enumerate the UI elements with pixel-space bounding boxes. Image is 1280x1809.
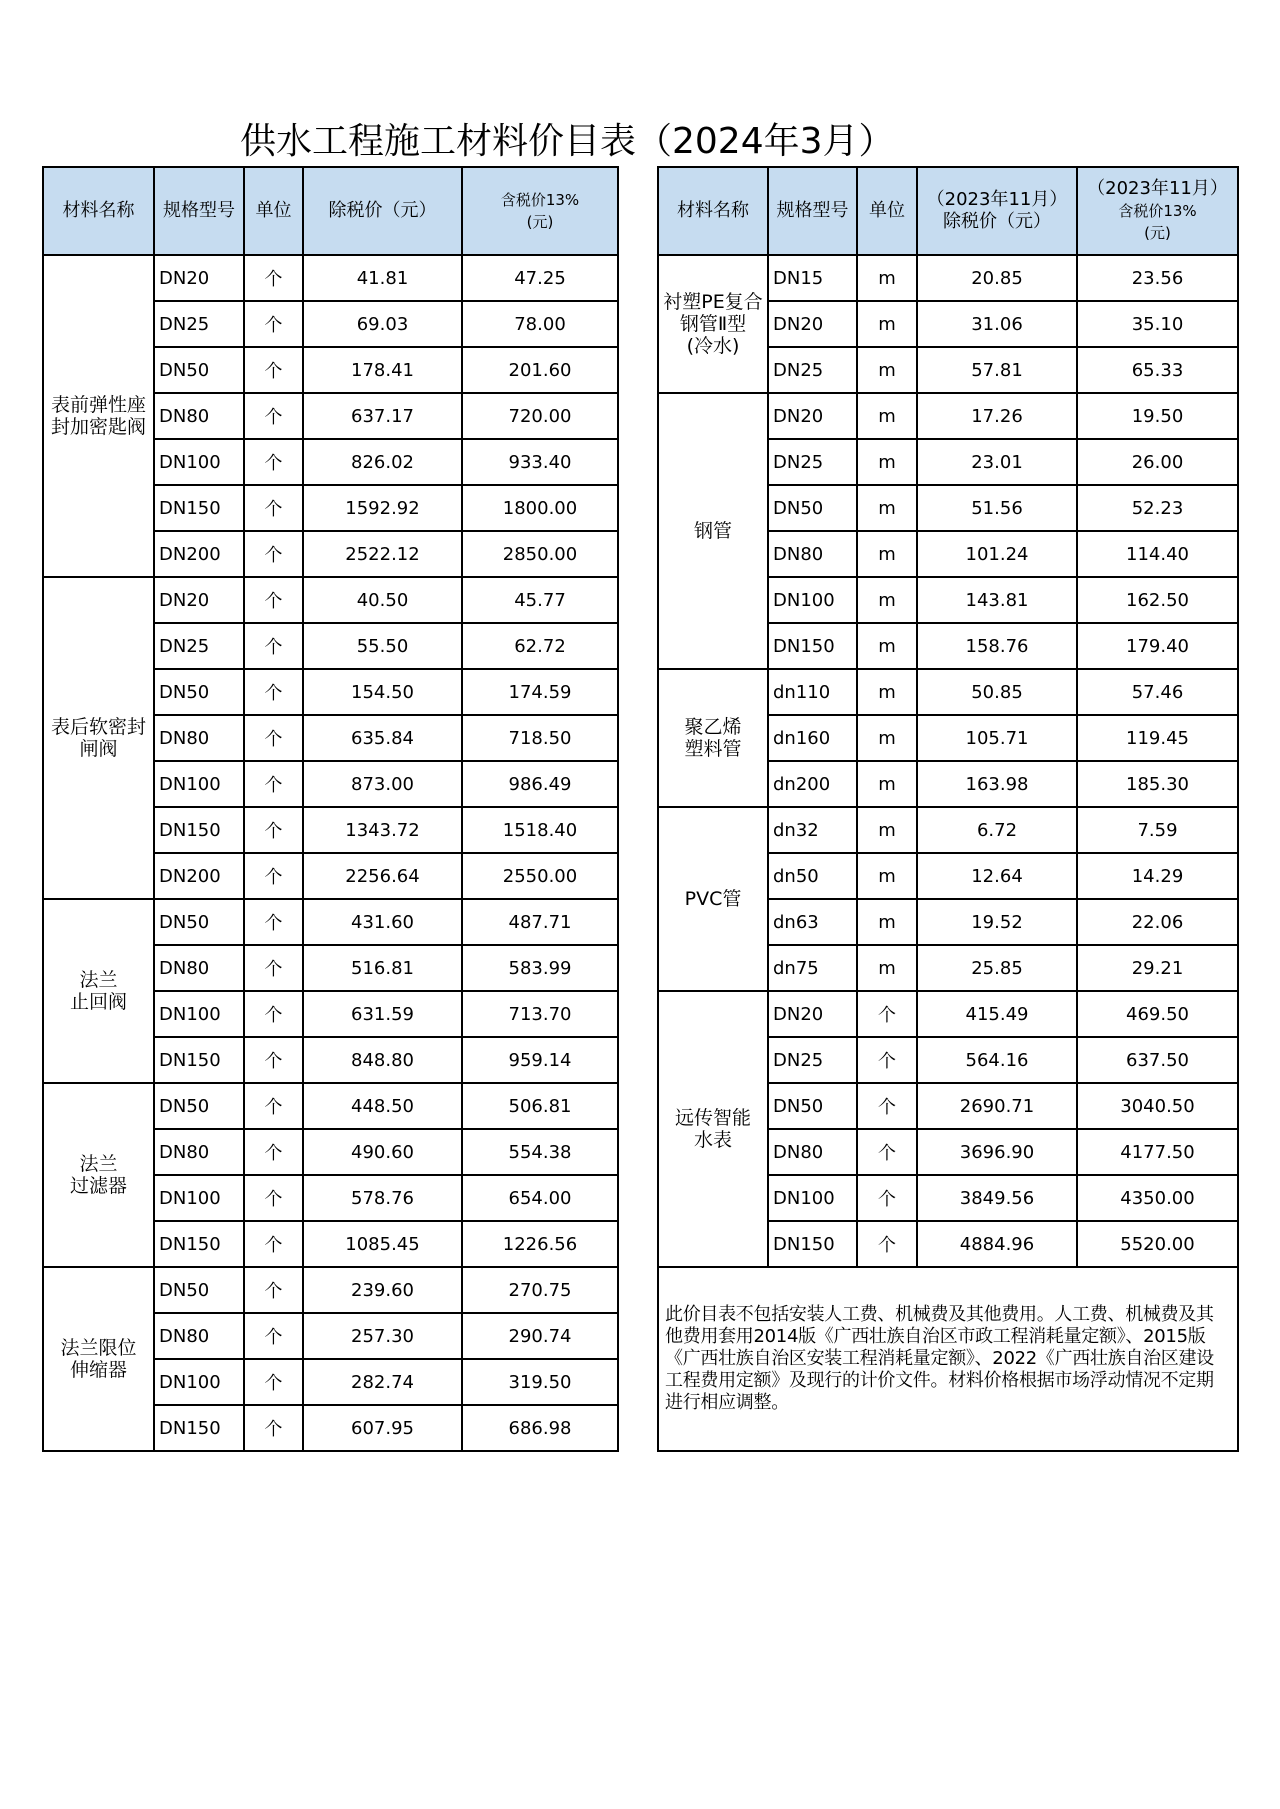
spec-cell: DN20: [768, 991, 857, 1037]
header-unit: 单位: [857, 167, 917, 255]
unit-cell: m: [857, 669, 917, 715]
price-ex-tax-cell: 448.50: [303, 1083, 462, 1129]
spec-cell: DN150: [768, 623, 857, 669]
unit-cell: m: [857, 301, 917, 347]
header-price-inc-tax: [1077, 167, 1238, 255]
price-inc-tax-cell: 65.33: [1077, 347, 1238, 393]
material-name-line: 封加密匙阀: [50, 416, 146, 438]
spec-cell: dn75: [768, 945, 857, 991]
material-name-line: 止回阀: [69, 991, 127, 1013]
price-ex-tax-cell: 3696.90: [917, 1129, 1077, 1175]
spec-cell: DN80: [154, 715, 244, 761]
price-inc-tax-cell: 686.98: [462, 1405, 618, 1451]
unit-cell: m: [857, 485, 917, 531]
price-inc-tax-cell: 637.50: [1077, 1037, 1238, 1083]
price-ex-tax-cell: 415.49: [917, 991, 1077, 1037]
price-inc-tax-cell: 45.77: [462, 577, 618, 623]
material-name-cell: [658, 807, 768, 991]
material-name-cell: [658, 669, 768, 807]
spec-cell: DN150: [154, 1037, 244, 1083]
spec-cell: DN200: [154, 531, 244, 577]
spec-cell: DN25: [154, 301, 244, 347]
unit-cell: 个: [857, 1083, 917, 1129]
spec-cell: DN20: [154, 255, 244, 301]
unit-cell: 个: [244, 807, 303, 853]
table-row: [43, 899, 618, 945]
price-ex-tax-cell: 431.60: [303, 899, 462, 945]
price-ex-tax-cell: 1085.45: [303, 1221, 462, 1267]
price-inc-tax-cell: 5520.00: [1077, 1221, 1238, 1267]
material-name-line: 衬塑PE复合: [663, 291, 763, 313]
price-inc-tax-cell: 179.40: [1077, 623, 1238, 669]
unit-cell: m: [857, 853, 917, 899]
price-ex-tax-cell: 55.50: [303, 623, 462, 669]
material-name-line: 伸缩器: [69, 1359, 127, 1381]
header-price-ex-tax-line1: （2023年11月）: [926, 189, 1068, 210]
price-ex-tax-cell: 6.72: [917, 807, 1077, 853]
material-name-line: 法兰: [79, 969, 118, 991]
material-name-line: 表前弹性座: [50, 394, 146, 416]
spec-cell: DN200: [154, 853, 244, 899]
material-name-line: 聚乙烯: [684, 716, 742, 738]
note-text: 此价目表不包括安装人工费、机械费及其他费用。人工费、机械费及其他费用套用2014版《广西壮族自治区市政工程消耗量定额》、2015版《广西壮族自治区安装工程消耗量定额》、2022《广西壮族自治区建设工程费用定额》及现行的计价文件。材料价格根据市场浮动情况不定期进行相应调整。: [658, 1267, 1238, 1451]
price-inc-tax-cell: 114.40: [1077, 531, 1238, 577]
unit-cell: m: [857, 439, 917, 485]
header-material: 材料名称: [43, 167, 154, 255]
material-name-line: 远传智能: [674, 1107, 751, 1129]
spec-cell: DN25: [154, 623, 244, 669]
spec-cell: DN100: [154, 991, 244, 1037]
header-price-inc-tax-line2: 含税价13%: [1118, 202, 1197, 220]
price-inc-tax-cell: 3040.50: [1077, 1083, 1238, 1129]
material-name-line: 塑料管: [684, 738, 742, 760]
price-inc-tax-cell: 29.21: [1077, 945, 1238, 991]
unit-cell: 个: [244, 393, 303, 439]
spec-cell: DN150: [154, 485, 244, 531]
price-ex-tax-cell: 163.98: [917, 761, 1077, 807]
price-ex-tax-cell: 12.64: [917, 853, 1077, 899]
unit-cell: 个: [244, 991, 303, 1037]
unit-cell: 个: [244, 1083, 303, 1129]
unit-cell: m: [857, 255, 917, 301]
header-price-inc-tax-line3: (元): [1144, 224, 1171, 242]
price-ex-tax-cell: 1343.72: [303, 807, 462, 853]
spec-cell: DN80: [154, 1313, 244, 1359]
unit-cell: 个: [244, 1129, 303, 1175]
price-inc-tax-cell: 119.45: [1077, 715, 1238, 761]
spec-cell: DN25: [768, 439, 857, 485]
unit-cell: 个: [244, 347, 303, 393]
price-ex-tax-cell: 564.16: [917, 1037, 1077, 1083]
unit-cell: 个: [244, 899, 303, 945]
price-inc-tax-cell: 319.50: [462, 1359, 618, 1405]
spec-cell: DN80: [154, 945, 244, 991]
unit-cell: 个: [244, 1037, 303, 1083]
header-price-inc-tax-line2: (元): [526, 213, 554, 231]
table-row: [43, 577, 618, 623]
price-inc-tax-cell: 290.74: [462, 1313, 618, 1359]
material-name-line: (冷水): [686, 335, 740, 357]
price-inc-tax-cell: 959.14: [462, 1037, 618, 1083]
price-table-right: [657, 166, 1239, 1452]
price-inc-tax-cell: 506.81: [462, 1083, 618, 1129]
unit-cell: 个: [244, 1267, 303, 1313]
price-inc-tax-cell: 4177.50: [1077, 1129, 1238, 1175]
unit-cell: 个: [244, 485, 303, 531]
price-ex-tax-cell: 178.41: [303, 347, 462, 393]
price-ex-tax-cell: 4884.96: [917, 1221, 1077, 1267]
header-row: [43, 167, 618, 255]
unit-cell: 个: [244, 1405, 303, 1451]
price-inc-tax-cell: 4350.00: [1077, 1175, 1238, 1221]
unit-cell: m: [857, 347, 917, 393]
price-ex-tax-cell: 105.71: [917, 715, 1077, 761]
price-inc-tax-cell: 185.30: [1077, 761, 1238, 807]
unit-cell: m: [857, 899, 917, 945]
unit-cell: 个: [857, 1129, 917, 1175]
price-inc-tax-cell: 62.72: [462, 623, 618, 669]
unit-cell: m: [857, 807, 917, 853]
table-row: [658, 991, 1238, 1037]
price-inc-tax-cell: 1518.40: [462, 807, 618, 853]
price-ex-tax-cell: 2522.12: [303, 531, 462, 577]
unit-cell: 个: [244, 255, 303, 301]
unit-cell: 个: [244, 623, 303, 669]
spec-cell: DN50: [154, 899, 244, 945]
price-ex-tax-cell: 154.50: [303, 669, 462, 715]
unit-cell: 个: [244, 531, 303, 577]
spec-cell: DN50: [768, 485, 857, 531]
price-inc-tax-cell: 718.50: [462, 715, 618, 761]
unit-cell: m: [857, 393, 917, 439]
unit-cell: 个: [244, 439, 303, 485]
spec-cell: DN50: [154, 1083, 244, 1129]
unit-cell: m: [857, 623, 917, 669]
price-inc-tax-cell: 23.56: [1077, 255, 1238, 301]
price-inc-tax-cell: 14.29: [1077, 853, 1238, 899]
table-row: [658, 393, 1238, 439]
price-inc-tax-cell: 162.50: [1077, 577, 1238, 623]
price-ex-tax-cell: 19.52: [917, 899, 1077, 945]
table-row: [658, 807, 1238, 853]
spec-cell: DN50: [154, 669, 244, 715]
price-inc-tax-cell: 7.59: [1077, 807, 1238, 853]
unit-cell: 个: [244, 301, 303, 347]
price-ex-tax-cell: 2690.71: [917, 1083, 1077, 1129]
material-name-line: 法兰限位: [60, 1337, 137, 1359]
material-name-line: 表后软密封: [50, 716, 146, 738]
table-row: [43, 255, 618, 301]
header-unit: 单位: [244, 167, 303, 255]
price-ex-tax-cell: 239.60: [303, 1267, 462, 1313]
price-ex-tax-cell: 635.84: [303, 715, 462, 761]
table-row: [658, 255, 1238, 301]
price-ex-tax-cell: 3849.56: [917, 1175, 1077, 1221]
price-inc-tax-cell: 1226.56: [462, 1221, 618, 1267]
material-name-cell: [658, 991, 768, 1267]
price-ex-tax-cell: 41.81: [303, 255, 462, 301]
price-ex-tax-cell: 101.24: [917, 531, 1077, 577]
price-inc-tax-cell: 469.50: [1077, 991, 1238, 1037]
price-inc-tax-cell: 583.99: [462, 945, 618, 991]
price-ex-tax-cell: 607.95: [303, 1405, 462, 1451]
spec-cell: DN50: [154, 347, 244, 393]
unit-cell: m: [857, 761, 917, 807]
unit-cell: 个: [244, 1221, 303, 1267]
header-price-inc-tax-line1: （2023年11月）: [1087, 178, 1228, 199]
material-name-line: 过滤器: [69, 1175, 127, 1197]
header-spec: 规格型号: [154, 167, 244, 255]
price-ex-tax-cell: 578.76: [303, 1175, 462, 1221]
spec-cell: DN100: [768, 1175, 857, 1221]
price-inc-tax-cell: 22.06: [1077, 899, 1238, 945]
price-inc-tax-cell: 554.38: [462, 1129, 618, 1175]
price-inc-tax-cell: 78.00: [462, 301, 618, 347]
unit-cell: 个: [857, 1221, 917, 1267]
material-name-cell: [43, 899, 154, 1083]
price-ex-tax-cell: 631.59: [303, 991, 462, 1037]
spec-cell: DN50: [154, 1267, 244, 1313]
header-row: [658, 167, 1238, 255]
unit-cell: m: [857, 531, 917, 577]
table-row: [43, 1083, 618, 1129]
unit-cell: 个: [244, 715, 303, 761]
spec-cell: DN25: [768, 347, 857, 393]
spec-cell: DN150: [154, 1405, 244, 1451]
header-price-inc-tax: [462, 167, 618, 255]
price-ex-tax-cell: 158.76: [917, 623, 1077, 669]
material-name-line: 钢管Ⅱ型: [679, 313, 747, 335]
spec-cell: DN150: [154, 807, 244, 853]
price-inc-tax-cell: 487.71: [462, 899, 618, 945]
header-price-ex-tax: 除税价（元）: [303, 167, 462, 255]
unit-cell: 个: [244, 1359, 303, 1405]
spec-cell: DN20: [154, 577, 244, 623]
price-inc-tax-cell: 986.49: [462, 761, 618, 807]
material-name-cell: [658, 393, 768, 669]
header-spec: 规格型号: [768, 167, 857, 255]
price-ex-tax-cell: 40.50: [303, 577, 462, 623]
note-row: [658, 1267, 1238, 1451]
header-price-inc-tax-line1: 含税价13%: [500, 191, 580, 209]
spec-cell: DN80: [154, 1129, 244, 1175]
price-inc-tax-cell: 1800.00: [462, 485, 618, 531]
unit-cell: m: [857, 577, 917, 623]
material-name-line: 法兰: [79, 1153, 118, 1175]
spec-cell: DN25: [768, 1037, 857, 1083]
price-ex-tax-cell: 282.74: [303, 1359, 462, 1405]
table-row: [43, 1267, 618, 1313]
header-material: 材料名称: [658, 167, 768, 255]
price-inc-tax-cell: 270.75: [462, 1267, 618, 1313]
price-inc-tax-cell: 713.70: [462, 991, 618, 1037]
material-name-cell: [43, 577, 154, 899]
header-price-ex-tax: [917, 167, 1077, 255]
spec-cell: dn63: [768, 899, 857, 945]
spec-cell: DN20: [768, 301, 857, 347]
price-ex-tax-cell: 50.85: [917, 669, 1077, 715]
price-ex-tax-cell: 20.85: [917, 255, 1077, 301]
unit-cell: 个: [244, 1175, 303, 1221]
spec-cell: DN100: [154, 1359, 244, 1405]
unit-cell: 个: [244, 945, 303, 991]
unit-cell: 个: [857, 1037, 917, 1083]
price-ex-tax-cell: 257.30: [303, 1313, 462, 1359]
price-inc-tax-cell: 26.00: [1077, 439, 1238, 485]
spec-cell: DN50: [768, 1083, 857, 1129]
material-name-line: 水表: [693, 1129, 732, 1151]
price-ex-tax-cell: 17.26: [917, 393, 1077, 439]
price-ex-tax-cell: 23.01: [917, 439, 1077, 485]
spec-cell: DN20: [768, 393, 857, 439]
material-name-line: PVC管: [684, 888, 742, 910]
spec-cell: dn110: [768, 669, 857, 715]
price-ex-tax-cell: 516.81: [303, 945, 462, 991]
spec-cell: DN100: [154, 439, 244, 485]
table-row: [658, 669, 1238, 715]
price-ex-tax-cell: 848.80: [303, 1037, 462, 1083]
price-inc-tax-cell: 654.00: [462, 1175, 618, 1221]
spec-cell: DN80: [768, 531, 857, 577]
unit-cell: 个: [244, 761, 303, 807]
unit-cell: m: [857, 715, 917, 761]
unit-cell: 个: [244, 577, 303, 623]
price-ex-tax-cell: 69.03: [303, 301, 462, 347]
spec-cell: DN100: [154, 1175, 244, 1221]
price-ex-tax-cell: 51.56: [917, 485, 1077, 531]
price-ex-tax-cell: 143.81: [917, 577, 1077, 623]
price-inc-tax-cell: 933.40: [462, 439, 618, 485]
spec-cell: dn200: [768, 761, 857, 807]
page-title: 供水工程施工材料价目表（2024年3月）: [240, 121, 895, 162]
spec-cell: DN80: [154, 393, 244, 439]
spec-cell: DN100: [154, 761, 244, 807]
price-inc-tax-cell: 57.46: [1077, 669, 1238, 715]
material-name-line: 钢管: [693, 520, 732, 542]
price-ex-tax-cell: 490.60: [303, 1129, 462, 1175]
price-ex-tax-cell: 1592.92: [303, 485, 462, 531]
price-inc-tax-cell: 720.00: [462, 393, 618, 439]
material-name-cell: [658, 255, 768, 393]
unit-cell: 个: [244, 853, 303, 899]
price-ex-tax-cell: 31.06: [917, 301, 1077, 347]
spec-cell: dn50: [768, 853, 857, 899]
spec-cell: DN15: [768, 255, 857, 301]
material-name-cell: [43, 255, 154, 577]
price-inc-tax-cell: 201.60: [462, 347, 618, 393]
price-ex-tax-cell: 25.85: [917, 945, 1077, 991]
price-ex-tax-cell: 826.02: [303, 439, 462, 485]
material-name-line: 闸阀: [79, 738, 118, 760]
unit-cell: 个: [857, 1175, 917, 1221]
price-inc-tax-cell: 19.50: [1077, 393, 1238, 439]
spec-cell: dn160: [768, 715, 857, 761]
price-ex-tax-cell: 637.17: [303, 393, 462, 439]
price-ex-tax-cell: 2256.64: [303, 853, 462, 899]
price-inc-tax-cell: 2850.00: [462, 531, 618, 577]
spec-cell: DN150: [768, 1221, 857, 1267]
price-inc-tax-cell: 52.23: [1077, 485, 1238, 531]
price-inc-tax-cell: 2550.00: [462, 853, 618, 899]
price-inc-tax-cell: 174.59: [462, 669, 618, 715]
material-name-cell: [43, 1083, 154, 1267]
spec-cell: DN150: [154, 1221, 244, 1267]
price-ex-tax-cell: 57.81: [917, 347, 1077, 393]
unit-cell: 个: [244, 669, 303, 715]
unit-cell: 个: [857, 991, 917, 1037]
price-inc-tax-cell: 47.25: [462, 255, 618, 301]
price-table-left: [42, 166, 619, 1452]
price-inc-tax-cell: 35.10: [1077, 301, 1238, 347]
spec-cell: DN100: [768, 577, 857, 623]
spec-cell: DN80: [768, 1129, 857, 1175]
header-price-ex-tax-line2: 除税价（元）: [943, 211, 1051, 232]
spec-cell: dn32: [768, 807, 857, 853]
unit-cell: 个: [244, 1313, 303, 1359]
price-ex-tax-cell: 873.00: [303, 761, 462, 807]
material-name-cell: [43, 1267, 154, 1451]
unit-cell: m: [857, 945, 917, 991]
